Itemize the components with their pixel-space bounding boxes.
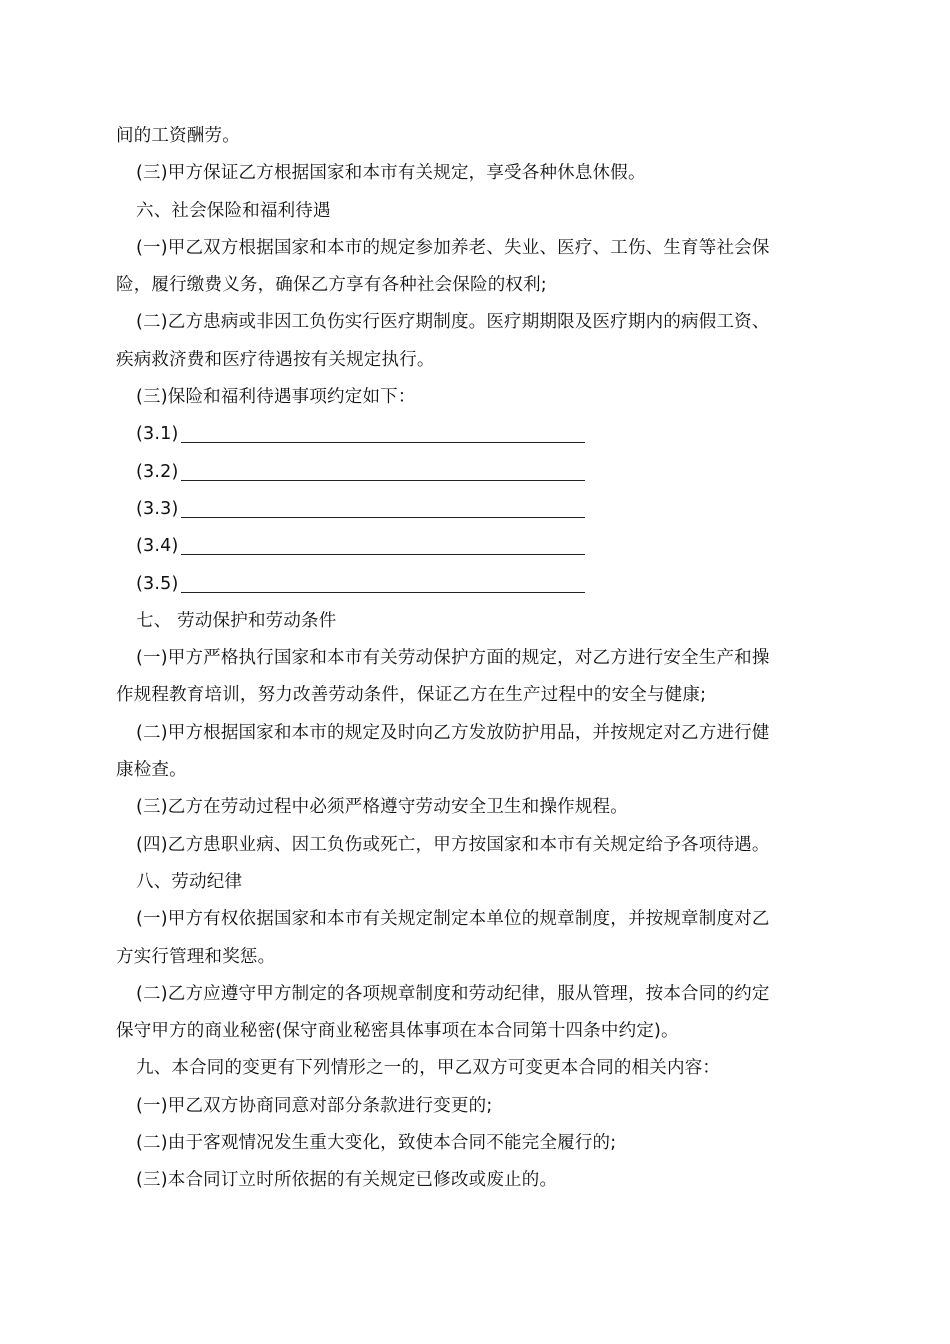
line: 方实行管理和奖惩。 <box>116 946 276 967</box>
line: (四)乙方患职业病、因工负伤或死亡，甲方按国家和本市有关规定给予各项待遇。 <box>136 834 770 855</box>
line: (二)乙方应遵守甲方制定的各项规章制度和劳动纪律，服从管理，按本合同的约定 <box>136 983 770 1004</box>
fill-in-blank-row <box>116 454 836 491</box>
line: 康检查。 <box>116 760 187 781</box>
line: (一)甲方严格执行国家和本市有关劳动保护方面的规定，对乙方进行安全生产和操 <box>136 648 770 669</box>
fill-in-blank-row <box>116 416 836 453</box>
blank-underline[interactable] <box>181 591 585 593</box>
line: (一)甲方有权依据国家和本市有关规定制定本单位的规章制度，并按规章制度对乙 <box>136 909 770 930</box>
line: (三)甲方保证乙方根据国家和本市有关规定，享受各种休息休假。 <box>136 163 646 184</box>
line: (三)保险和福利待遇事项约定如下： <box>136 387 416 408</box>
fill-in-blank-row <box>116 566 836 603</box>
blank-underline[interactable] <box>181 553 585 555</box>
line: (一)甲乙双方协商同意对部分条款进行变更的; <box>136 1095 493 1116</box>
line: (三)乙方在劳动过程中必须严格遵守劳动安全卫生和操作规程。 <box>136 797 628 818</box>
line: 保守甲方的商业秘密(保守商业秘密具体事项在本合同第十四条中约定)。 <box>116 1021 679 1042</box>
line: 间的工资酬劳。 <box>116 126 240 146</box>
section-heading: 七、 劳动保护和劳动条件 <box>136 610 337 631</box>
blank-label: (3.1) <box>136 424 179 445</box>
blank-label: (3.3) <box>136 498 179 519</box>
line: 疾病救济费和医疗待遇按有关规定执行。 <box>116 349 435 370</box>
blank-underline[interactable] <box>181 479 585 481</box>
fill-in-blank-row <box>116 491 836 528</box>
line: 险，履行缴费义务，确保乙方享有各种社会保险的权利; <box>116 275 547 296</box>
fill-in-blank-row <box>116 528 836 565</box>
line: (三)本合同订立时所依据的有关规定已修改或废止的。 <box>136 1170 558 1191</box>
blank-label: (3.4) <box>136 536 179 557</box>
section-heading: 六、社会保险和福利待遇 <box>136 200 331 221</box>
line: (二)由于客观情况发生重大变化，致使本合同不能完全履行的; <box>136 1133 617 1154</box>
line: (一)甲乙双方根据国家和本市的规定参加养老、失业、医疗、工伤、生育等社会保 <box>136 237 770 258</box>
blank-label: (3.2) <box>136 461 179 482</box>
blank-underline[interactable] <box>181 441 585 443</box>
line: 作规程教育培训，努力改善劳动条件，保证乙方在生产过程中的安全与健康; <box>116 685 707 706</box>
blank-label: (3.5) <box>136 573 179 594</box>
section-heading: 八、劳动纪律 <box>136 871 243 892</box>
line: (二)甲方根据国家和本市的规定及时向乙方发放防护用品，并按规定对乙方进行健 <box>136 722 770 743</box>
section-heading: 九、本合同的变更有下列情形之一的，甲乙双方可变更本合同的相关内容： <box>136 1058 721 1079</box>
document-page <box>116 118 836 1200</box>
line: (二)乙方患病或非因工负伤实行医疗期制度。医疗期期限及医疗期内的病假工资、 <box>136 312 770 333</box>
blank-underline[interactable] <box>181 516 585 518</box>
